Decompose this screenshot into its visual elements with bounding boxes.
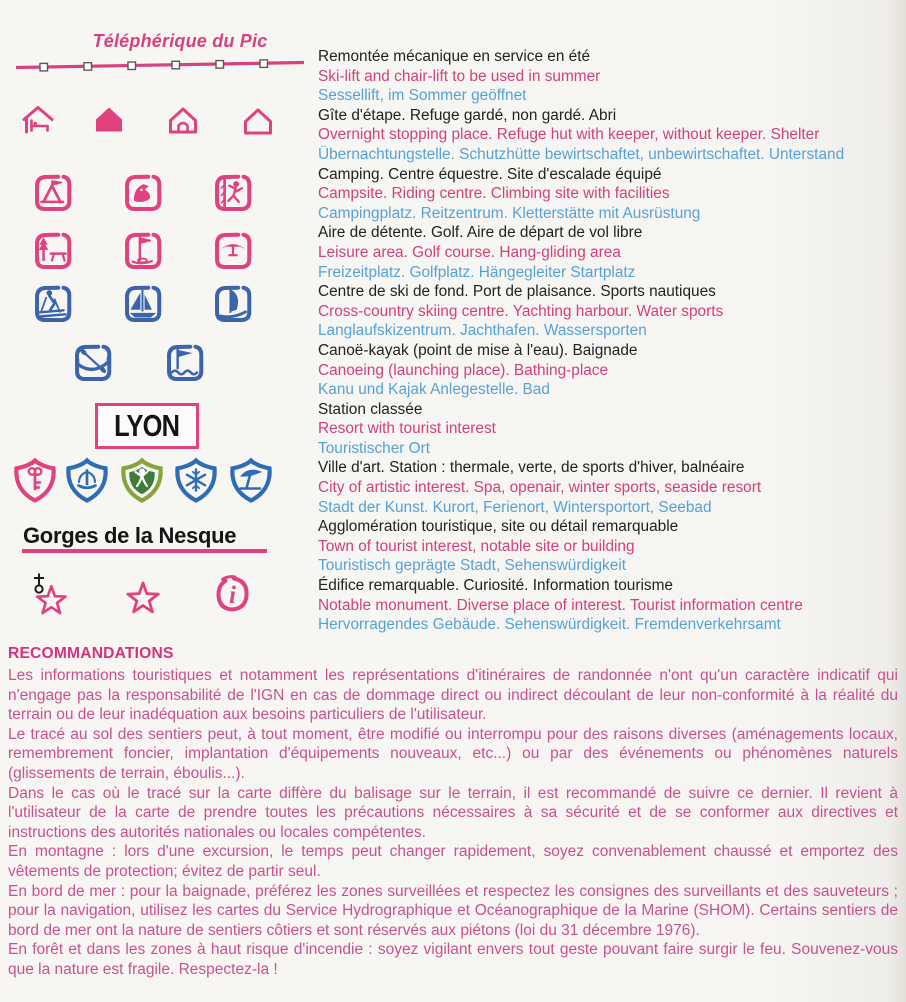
legend-line-de: Touristischer Ort xyxy=(318,439,431,457)
legend-line-en: Notable monument. Diverse place of interest. Tourist information centre xyxy=(318,596,803,614)
abri-icon xyxy=(241,104,275,138)
recommendation-paragraph: En bord de mer : pour la baignade, préférez les zones surveillées et respectez les consignes des surveillants et des sauveteurs ; pour la navigation, utilisez les cartes du Service Hydrographique et Océanographique de la Marine (SHOM). Certains sentiers de bord de mer ont la nature de sentiers côtiers et sont réservés aux piétons (loi du 31 décembre 1976). xyxy=(8,882,898,939)
recommendation-paragraph: En montagne : lors d'une excursion, le temps peut changer rapidement, soyez convenablement chaussé et emportez des vêtements de protection; évitez de partir seul. xyxy=(8,843,898,880)
notable-site-underline xyxy=(22,549,267,553)
recommendations-section xyxy=(8,645,898,980)
legend-line-de: Stadt der Kunst. Kurort, Ferienort, Wintersportort, Seebad xyxy=(318,498,712,516)
green-resort-shield-icon xyxy=(119,457,165,503)
legend-line-fr: Agglomération touristique, site ou détail remarquable xyxy=(318,518,679,536)
svg-text:i: i xyxy=(229,582,236,609)
classified-resort-name: LYON xyxy=(114,408,180,443)
legend-line-en: Canoeing (launching place). Bathing-place xyxy=(318,361,609,379)
legend-line-en: Campsite. Riding centre. Climbing site with facilities xyxy=(318,185,670,203)
cable-lift-line-icon xyxy=(14,57,306,73)
legend-line-de: Kanu und Kajak Anlegestelle. Bad xyxy=(318,381,550,399)
camping-icon xyxy=(32,172,74,214)
recommendations-title: RECOMMANDATIONS xyxy=(8,645,174,662)
cross-country-ski-icon xyxy=(32,283,74,325)
gite-etape-icon xyxy=(21,103,55,137)
ville-art-key-shield-icon xyxy=(12,457,58,503)
legend-line-fr: Gîte d'étape. Refuge gardé, non gardé. Abri xyxy=(318,106,617,124)
legend-symbols-panel xyxy=(0,0,315,650)
legend-line-fr: Canoë-kayak (point de mise à l'eau). Baignade xyxy=(318,341,638,359)
recommendation-paragraph: En forêt et dans les zones à haut risque d'incendie : soyez vigilant envers tout geste pouvant faire surgir le feu. Souvenez-vous que la nature est fragile. Respectez-la ! xyxy=(8,941,898,978)
notable-monument-star-icon xyxy=(26,572,74,620)
legend-line-de: Touristisch geprägte Stadt, Sehenswürdigkeit xyxy=(318,557,626,575)
legend-line-en: Cross-country skiing centre. Yachting harbour. Water sports xyxy=(318,302,724,320)
refuge-non-garde-icon xyxy=(166,103,200,137)
hang-gliding-icon xyxy=(212,230,254,272)
legend-line-fr: Édifice remarquable. Curiosité. Information tourisme xyxy=(318,577,673,595)
legend-line-fr: Centre de ski de fond. Port de plaisance. Sports nautiques xyxy=(318,283,716,301)
tourist-info-icon xyxy=(209,572,257,620)
legend-line-fr: Ville d'art. Station : thermale, verte, de sports d'hiver, balnéaire xyxy=(318,459,745,477)
legend-line-en: Leisure area. Golf course. Hang-gliding area xyxy=(318,243,621,261)
climbing-icon xyxy=(212,172,254,214)
legend-text-column xyxy=(318,47,904,635)
legend-line-fr: Aire de détente. Golf. Aire de départ de vol libre xyxy=(318,224,643,242)
legend-line-de: Langlaufskizentrum. Jachthafen. Wassersporten xyxy=(318,322,647,340)
legend-line-de: Übernachtungstelle. Schutzhütte bewirtschaftet, unbewirtschaftet. Unterstand xyxy=(318,145,845,163)
bathing-icon xyxy=(164,342,206,384)
recommendation-paragraph: Dans le cas où le tracé sur la carte diffère du balisage sur le terrain, il est recommandé de suivre ce dernier. Il revient à l'utilisateur de la carte de prendre toutes les précautions nécessaires à sa sécurité et de se conformer aux directives et instructions des autorités nationales ou locales compétentes. xyxy=(8,784,898,841)
golf-icon xyxy=(122,230,164,272)
legend-line-de: Sessellift, im Sommer geöffnet xyxy=(318,87,527,105)
legend-line-en: Ski-lift and chair-lift to be used in summer xyxy=(318,67,601,85)
telepherique-label: Téléphérique du Pic xyxy=(92,31,268,51)
leisure-area-icon xyxy=(32,230,74,272)
legend-line-en: Overnight stopping place. Refuge hut with keeper, without keeper. Shelter xyxy=(318,126,820,144)
legend-line-en: City of artistic interest. Spa, openair, winter sports, seaside resort xyxy=(318,479,762,497)
curiosity-star-icon xyxy=(119,572,167,620)
legend-line-de: Campingplatz. Reitzentrum. Kletterstätte mit Ausrüstung xyxy=(318,204,701,222)
spa-shield-icon xyxy=(64,457,110,503)
legend-line-de: Hervorragendes Gebäude. Sehenswürdigkeit. Fremdenverkehrsamt xyxy=(318,616,781,634)
yachting-harbour-icon xyxy=(122,283,164,325)
refuge-garde-icon xyxy=(92,102,126,136)
legend-line-fr: Camping. Centre équestre. Site d'escalade équipé xyxy=(318,165,662,183)
winter-sports-shield-icon xyxy=(173,457,219,503)
legend-line-fr: Remontée mécanique en service en été xyxy=(318,48,591,65)
legend-line-de: Freizeitplatz. Golfplatz. Hängegleiter Startplatz xyxy=(318,263,636,281)
notable-site-name: Gorges de la Nesque xyxy=(23,523,237,548)
seaside-shield-icon xyxy=(228,457,274,503)
recommendation-paragraph: Le tracé au sol des sentiers peut, à tout moment, être modifié ou interrompu pour des raisons diverses (aménagements locaux, remembrement foncier, implantation d'équipements nouveaux, etc...) ou par des événements ou phénomènes naturels (glissements de terrain, éboulis...). xyxy=(8,725,898,782)
legend-line-fr: Station classée xyxy=(318,400,423,418)
riding-centre-icon xyxy=(122,172,164,214)
legend-line-en: Resort with tourist interest xyxy=(318,420,496,438)
legend-line-en: Town of tourist interest, notable site or building xyxy=(318,537,635,555)
canoe-kayak-icon xyxy=(72,342,114,384)
classified-resort-name-box xyxy=(95,403,199,449)
water-sports-icon xyxy=(212,283,254,325)
recommendation-paragraph: Les informations touristiques et notamment les représentations d'itinéraires de randonnée n'ont qu'un caractère indicatif qui n'engage pas la responsabilité de l'IGN en cas de dommage direct ou indirect découlant de leur non-conformité à la réalité du terrain ou de leur inadéquation aux besoins particuliers de l'utilisateur. xyxy=(8,667,898,724)
